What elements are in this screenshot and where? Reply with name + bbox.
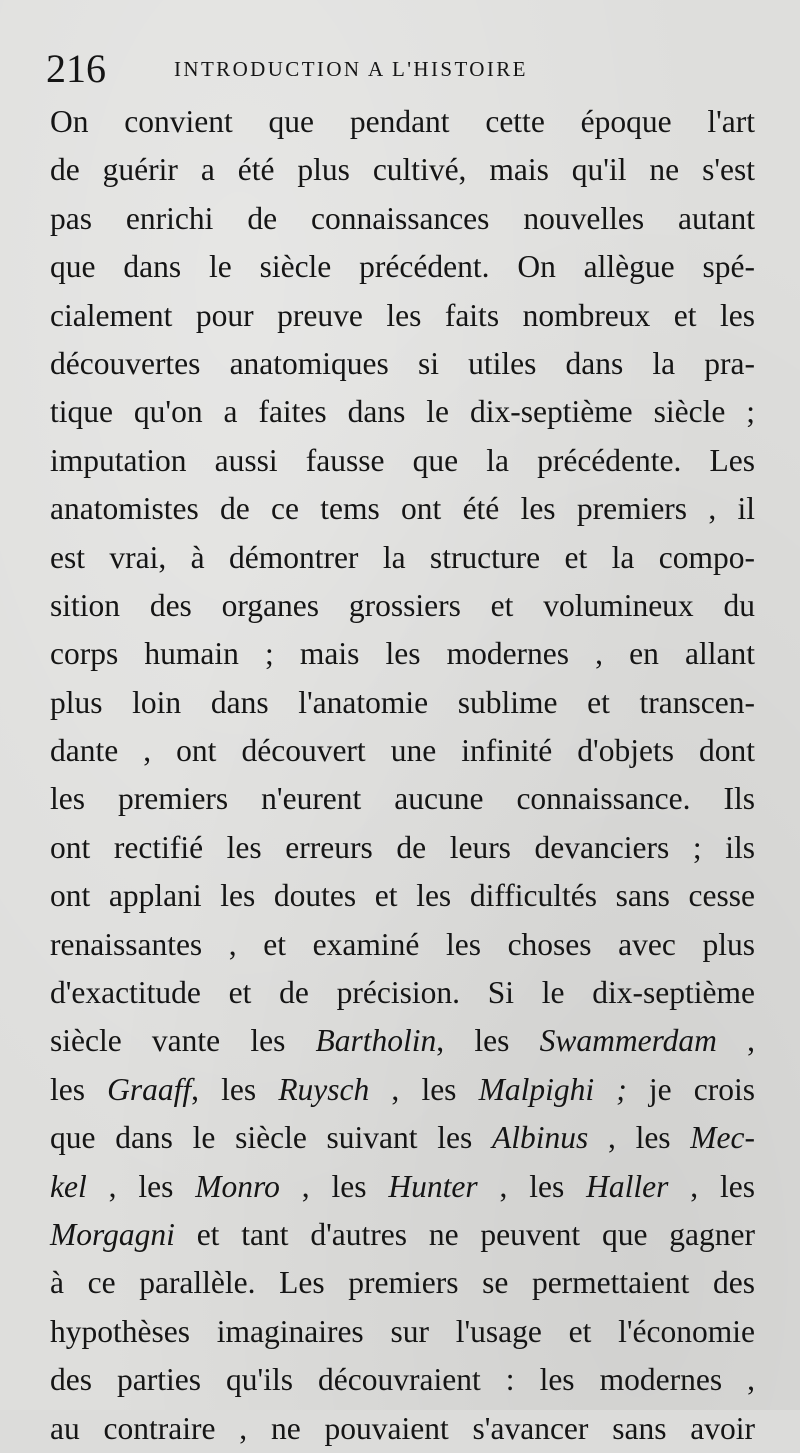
text-line: sition des organes grossiers et volumineux du (50, 587, 755, 623)
person-name: Swammerdam (539, 1023, 717, 1059)
text-line: corps humain ; mais les modernes , en allant (50, 636, 755, 672)
text-line: de guérir a été plus cultivé, mais qu'il ne s'est (50, 152, 755, 188)
text-run: , les (86, 1168, 196, 1204)
text-line: anatomistes de ce tems ont été les premiers , il (50, 491, 755, 527)
text-run: , les (279, 1168, 389, 1204)
text-run: , les (477, 1168, 587, 1204)
text-run: , les (191, 1071, 279, 1107)
text-line: au contraire , ne pouvaient s'avancer sans avoir (50, 1410, 755, 1446)
text-run: je crois (626, 1071, 755, 1107)
text-line: à ce parallèle. Les premiers se permettaient des (50, 1265, 755, 1301)
person-name: kel (50, 1168, 87, 1204)
text-line: hypothèses imaginaires sur l'usage et l'économie (50, 1313, 755, 1349)
text-line: ont applani les doutes et les difficultés sans cesse (50, 878, 755, 914)
text-line-names-5 (50, 1211, 755, 1259)
person-name: Monro (195, 1168, 280, 1204)
text-line-names-1 (50, 1017, 755, 1065)
body-text (50, 98, 755, 1453)
text-run: , les (588, 1120, 691, 1156)
text-line: ont rectifié les erreurs de leurs devanciers ; ils (50, 829, 755, 865)
text-line: imputation aussi fausse que la précédente. Les (50, 442, 755, 478)
person-name: Bartholin (315, 1023, 437, 1059)
text-line: cialement pour preuve les faits nombreux et les (50, 297, 755, 333)
person-name: Malpighi ; (478, 1071, 627, 1107)
person-name: Ruysch (278, 1071, 370, 1107)
text-run: , les (436, 1023, 540, 1059)
text-run: que dans le siècle suivant les (50, 1120, 492, 1156)
text-line: que dans le siècle précédent. On allègue spé- (50, 249, 755, 285)
text-line: d'exactitude et de précision. Si le dix-septième (50, 975, 755, 1011)
text-line-names-2 (50, 1066, 755, 1114)
person-name: Hunter (388, 1168, 478, 1204)
text-run: et tant d'autres ne peuvent que gagner (174, 1216, 755, 1252)
person-name: Graaff (107, 1071, 192, 1107)
page-header (46, 44, 746, 94)
person-name: Albinus (491, 1120, 589, 1156)
person-name: Morgagni (50, 1216, 175, 1252)
running-head: INTRODUCTION A L'HISTOIRE (174, 57, 528, 81)
person-name: Mec- (690, 1120, 755, 1156)
text-run: , (716, 1023, 755, 1059)
text-line: pas enrichi de connaissances nouvelles autant (50, 200, 755, 236)
text-run: , les (668, 1168, 755, 1204)
text-line: les premiers n'eurent aucune connaissance. Ils (50, 781, 755, 817)
text-line: renaissantes , et examiné les choses avec plus (50, 926, 755, 962)
text-line: On convient que pendant cette époque l'art (50, 104, 755, 139)
text-line: est vrai, à démontrer la structure et la compo- (50, 539, 755, 575)
text-run: , les (369, 1071, 479, 1107)
text-line: plus loin dans l'anatomie sublime et transcen- (50, 684, 755, 720)
text-run: siècle vante les (50, 1023, 316, 1059)
text-line-names-4 (50, 1163, 755, 1211)
text-line: des parties qu'ils découvraient : les modernes , (50, 1362, 755, 1398)
text-line: tique qu'on a faites dans le dix-septième siècle ; (50, 394, 755, 430)
person-name: Haller (586, 1168, 669, 1204)
text-line: découvertes anatomiques si utiles dans la pra- (50, 345, 755, 381)
text-line-names-3 (50, 1114, 755, 1162)
text-run: les (50, 1071, 108, 1107)
page-number: 216 (46, 46, 106, 91)
text-line: dante , ont découvert une infinité d'objets dont (50, 733, 755, 769)
